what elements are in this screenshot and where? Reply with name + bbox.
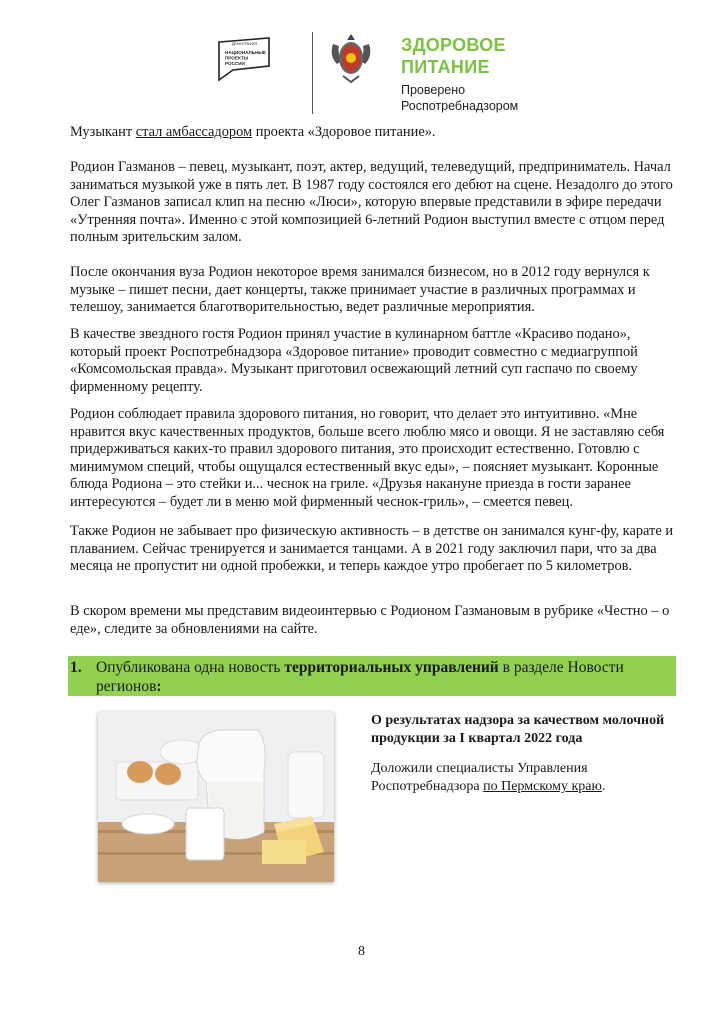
svg-text:РОССИИ: РОССИИ (225, 61, 245, 66)
verified-line-1: Проверено (401, 83, 466, 97)
paragraph-text: После окончания вуза Родион некоторое время занимался бизнесом, но в 2012 году вернулся к музыке – пишет песни, дает концерты, также принимает участие в различных программах и телешоу, занимается благотворительностью, ведет различные мероприятия. (70, 264, 650, 315)
brand-line-1: ЗДОРОВОЕ (401, 35, 506, 55)
brand-line-2: ПИТАНИЕ (401, 57, 490, 77)
paragraph-bio (70, 159, 676, 247)
paragraph-text: В скором времени мы представим видеоинтервью с Родионом Газмановым в рубрике «Честно – о еде», следите за обновлениями на сайте. (70, 603, 670, 637)
ambassador-link[interactable]: стал амбассадором (135, 124, 253, 140)
dairy-products-photo (98, 712, 334, 882)
section-text-bold: территориальных управлений (284, 659, 499, 676)
section-heading (68, 656, 676, 696)
paragraph-text: Родион Газманов – певец, музыкант, поэт, актер, ведущий, телеведущий, предприниматель. Начал заниматься музыкой уже в пять лет. В 1987 году состоялся его дебют на сцене. Незадолго до этого Олег Газманов записал клип на песню «Люси», которую впервые представили в эфире передачи «Утренняя почта». Именно с этой композицией 6-летний Родион выступил вместе с отцом перед полным зрительским залом. (70, 159, 673, 245)
intro-paragraph (70, 124, 676, 142)
perm-region-link[interactable]: по Пермскому краю (483, 779, 602, 794)
svg-text:НАЦИОНАЛЬНЫЕ: НАЦИОНАЛЬНЫЕ (225, 50, 266, 55)
paragraph-battle (70, 326, 676, 396)
verified-caption (401, 82, 518, 114)
section-heading-text (96, 658, 666, 696)
news-title: О результатах надзора за качеством молочной продукции за I квартал 2022 года (371, 713, 665, 746)
intro-before: Музыкант (70, 124, 136, 140)
page-number: 8 (358, 944, 365, 959)
verified-line-2: Роспотребнадзором (401, 99, 519, 113)
national-projects-logo (215, 36, 277, 82)
svg-text:ПРОЕКТЫ: ПРОЕКТЫ (225, 55, 249, 61)
paragraph-career (70, 264, 676, 317)
news-text (371, 760, 671, 796)
section-number: 1. (70, 659, 82, 676)
rospotrebnadzor-emblem-icon (327, 30, 375, 86)
section-text-before: Опубликована одна новость (96, 659, 285, 676)
section-text-end: : (156, 678, 162, 695)
brand-title (401, 34, 506, 78)
paragraph-nutrition (70, 406, 676, 511)
section-text-middle: в разделе Новости регионов (96, 659, 624, 695)
paragraph-text: В качестве звездного гостя Родион принял участие в кулинарном баттле «Красиво подано», который проект Роспотребнадзора «Здоровое питание» проводит совместно с медиагруппой «Комсомольская правда». Музыкант приготовил освежающий летний суп гаспачо по своему фирменному рецепту. (70, 326, 638, 395)
svg-text:ДЕМОГРАФИЯ: ДЕМОГРАФИЯ (232, 42, 257, 46)
paragraph-text: Родион соблюдает правила здорового питания, но говорит, что делает это интуитивно. «Мне нравится вкус качественных продуктов, больше всего люблю мясо и овощи. Я не заставляю себя придерживаться каких-то правил здорового питания, это происходит естественно. Готовлю с минимумом специй, чтобы ощущался естественный вкус еды», – поясняет музыкант. Коронные блюда Родиона – это стейки и... чеснок на гриле. «Друзья накануне приезда в гости заранее интересуются – будет ли в меню мой фирменный чеснок-гриль», – смеется певец. (70, 406, 665, 510)
page-header (0, 0, 723, 120)
intro-after: проекта «Здоровое питание». (252, 124, 436, 140)
paragraph-activity (70, 523, 676, 576)
paragraph-text: Также Родион не забывает про физическую активность – в детстве он занимался кунг-фу, карате и плаванием. Сейчас тренируется и занимается танцами. А в 2021 году заключил пари, что за два месяца не пропустит ни одной пробежки, и теперь каждое утро пробегает по 5 километров. (70, 523, 674, 574)
header-divider (312, 32, 313, 114)
news-text-after: . (601, 779, 606, 794)
paragraph-interview (70, 603, 676, 638)
news-text-before: Доложили специалисты Управления Роспотребнадзора (371, 761, 588, 794)
